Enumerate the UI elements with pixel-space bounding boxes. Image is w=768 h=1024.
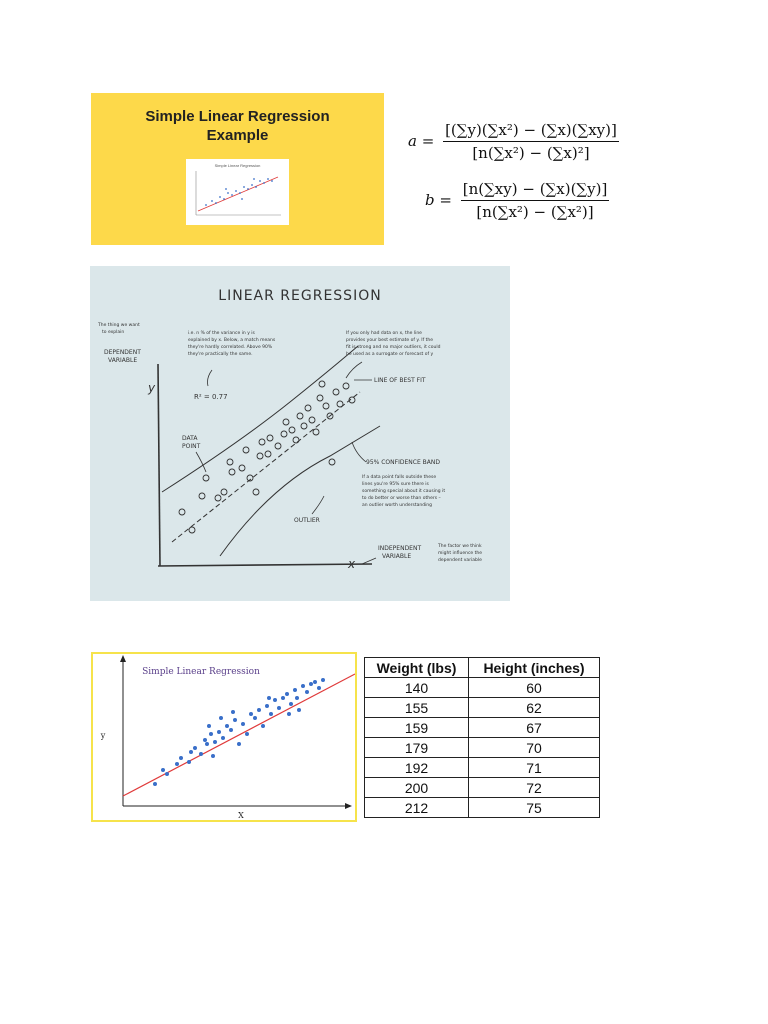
sketch-data-point — [199, 493, 205, 499]
thumbnail-points — [205, 178, 273, 206]
regression-point — [285, 692, 289, 696]
example-card-title-line-2: Example — [206, 127, 269, 144]
regression-point — [175, 762, 179, 766]
regression-point — [209, 732, 213, 736]
sketch-y-label: y — [148, 381, 156, 395]
y-axis-arrow-icon — [120, 655, 126, 662]
sketch-data-point — [243, 447, 249, 453]
thumbnail-plot — [186, 159, 289, 225]
sketch-data-point — [301, 423, 307, 429]
regression-point — [309, 682, 313, 686]
regression-y-label: y — [100, 731, 106, 740]
height-cell: 67 — [469, 718, 600, 738]
example-card-title — [91, 107, 384, 145]
sketch-y-axis — [158, 364, 160, 566]
regression-point — [207, 724, 211, 728]
sketch-data-point — [265, 451, 271, 457]
weight-cell: 155 — [365, 698, 469, 718]
regression-plot — [93, 654, 355, 820]
regression-point — [313, 680, 317, 684]
sketch-data-point — [329, 459, 335, 465]
regression-point — [165, 772, 169, 776]
regression-point — [199, 752, 203, 756]
regression-point — [187, 760, 191, 764]
sketch-data-point — [317, 395, 323, 401]
variance-note-line-1: i.e. n % of the variance in y is — [188, 331, 255, 336]
outside-note-line-1: If a data point falls outside these — [362, 475, 437, 480]
header-height: Height (inches) — [469, 658, 600, 678]
sketch-data-point — [281, 431, 287, 437]
sketch-x-label: x — [348, 557, 356, 571]
formula-b — [425, 180, 609, 221]
regression-point — [281, 696, 285, 700]
independent-note-line-3: dependent variable — [438, 558, 482, 563]
fit-note-line-1: If you only had data on x, the line — [346, 331, 422, 336]
outlier-label: OUTLIER — [294, 517, 320, 524]
weight-cell: 212 — [365, 798, 469, 818]
regression-point — [265, 704, 269, 708]
weight-cell: 200 — [365, 778, 469, 798]
regression-point — [257, 708, 261, 712]
sketch-x-axis — [158, 564, 372, 566]
regression-point — [237, 742, 241, 746]
table-header-row — [365, 658, 600, 678]
x-axis-arrow-icon — [345, 803, 352, 809]
regression-point — [219, 716, 223, 720]
data-point-label-line-2: POINT — [182, 443, 201, 450]
sketch-data-point — [283, 419, 289, 425]
sketch-data-point — [313, 429, 319, 435]
table-row — [365, 778, 600, 798]
sketch-data-point — [293, 437, 299, 443]
sketch-data-point — [203, 475, 209, 481]
sketch-data-point — [189, 527, 195, 533]
formula-b-fraction — [461, 180, 610, 221]
regression-point — [321, 678, 325, 682]
independent-label-line-2: VARIABLE — [382, 553, 412, 560]
height-cell: 70 — [469, 738, 600, 758]
sketch-data-point — [215, 495, 221, 501]
outside-note-line-2: lines you're 95% sure there is — [362, 482, 429, 487]
independent-note-line-2: might influence the — [438, 551, 483, 556]
regression-chart-title: Simple Linear Regression — [142, 667, 260, 677]
formula-b-denominator: [n(∑x²) − (∑x²)] — [476, 203, 594, 221]
formula-a-fraction — [443, 121, 619, 162]
variance-note-line-3: they're hardly correlated. Above 90% — [188, 345, 273, 350]
weight-height-table — [364, 657, 600, 818]
regression-point — [241, 722, 245, 726]
sketch-data-point — [337, 401, 343, 407]
regression-point — [289, 702, 293, 706]
height-cell: 62 — [469, 698, 600, 718]
dependent-note-line-1: The thing we want — [98, 323, 140, 328]
regression-point — [287, 712, 291, 716]
regression-point — [273, 698, 277, 702]
regression-point — [205, 742, 209, 746]
regression-point — [295, 696, 299, 700]
sketch-title: LINEAR REGRESSION — [218, 288, 382, 304]
height-cell: 72 — [469, 778, 600, 798]
sketch-data-point — [259, 439, 265, 445]
data-point-label-line-1: DATA — [182, 435, 198, 442]
regression-point — [225, 724, 229, 728]
sketch-data-point — [305, 405, 311, 411]
variance-arrow — [208, 370, 213, 386]
independent-arrow — [362, 558, 376, 564]
regression-point — [277, 706, 281, 710]
dependent-note-line-2: to explain — [102, 330, 125, 335]
example-card-title-line-1: Simple Linear Regression — [145, 108, 330, 125]
sketch-data-point — [319, 381, 325, 387]
sketch-data-point — [257, 453, 263, 459]
dependent-label-line-1: DEPENDENT — [104, 349, 141, 356]
sketch-data-point — [227, 459, 233, 465]
fit-arrow — [346, 362, 362, 378]
regression-point — [213, 740, 217, 744]
simple-regression-chart — [91, 652, 357, 822]
regression-point — [301, 684, 305, 688]
variance-note-line-4: they're practically the same. — [188, 352, 253, 357]
independent-label-line-1: INDEPENDENT — [378, 545, 422, 552]
formula-b-numerator: [n(∑xy) − (∑x)(∑y)] — [461, 180, 610, 201]
dependent-label-line-2: VARIABLE — [108, 357, 138, 364]
sketch-data-point — [239, 465, 245, 471]
regression-point — [217, 730, 221, 734]
table-row — [365, 758, 600, 778]
outside-note-line-5: an outlier worth understanding — [362, 503, 433, 508]
example-thumbnail-chart — [186, 159, 289, 225]
fit-note-line-3: fit is strong and no major outliers, it could — [346, 345, 441, 350]
formula-a-numerator: [(∑y)(∑x²) − (∑x)(∑xy)] — [443, 121, 619, 142]
regression-point — [269, 712, 273, 716]
line-of-best-fit-label: LINE OF BEST FIT — [374, 377, 426, 384]
regression-point — [211, 754, 215, 758]
formula-a — [408, 121, 619, 162]
weight-cell: 179 — [365, 738, 469, 758]
sketch-data-point — [179, 509, 185, 515]
linear-regression-sketch — [90, 266, 510, 601]
table-row — [365, 698, 600, 718]
regression-point — [249, 712, 253, 716]
sketch-data-point — [297, 413, 303, 419]
regression-points — [153, 678, 325, 786]
sketch-data-point — [323, 403, 329, 409]
thumbnail-trend-line — [198, 177, 278, 211]
regression-point — [229, 728, 233, 732]
regression-point — [293, 688, 297, 692]
regression-line — [123, 674, 355, 796]
independent-note-line-1: The factor we think — [438, 544, 482, 549]
regression-point — [245, 732, 249, 736]
outside-note-line-3: something special about it causing it — [362, 489, 446, 494]
sketch-canvas — [90, 266, 510, 601]
confidence-band-label: 95% CONFIDENCE BAND — [366, 459, 440, 466]
sketch-data-point — [309, 417, 315, 423]
regression-point — [261, 724, 265, 728]
sketch-data-point — [229, 469, 235, 475]
regression-point — [189, 750, 193, 754]
regression-point — [221, 736, 225, 740]
regression-point — [153, 782, 157, 786]
sketch-data-point — [221, 489, 227, 495]
weight-cell: 159 — [365, 718, 469, 738]
table-row — [365, 798, 600, 818]
sketch-data-point — [343, 383, 349, 389]
regression-x-label: X — [238, 811, 244, 820]
regression-point — [233, 718, 237, 722]
sketch-data-point — [253, 489, 259, 495]
outside-note-line-4: to do better or worse than others – — [362, 496, 441, 501]
sketch-data-point — [275, 443, 281, 449]
height-cell: 71 — [469, 758, 600, 778]
sketch-data-point — [267, 435, 273, 441]
regression-point — [193, 746, 197, 750]
table-row — [365, 718, 600, 738]
regression-point — [203, 738, 207, 742]
sketch-data-point — [333, 389, 339, 395]
weight-cell: 140 — [365, 678, 469, 698]
variance-note-line-2: explained by x. Below, a match means — [188, 338, 276, 343]
lower-confidence-band — [220, 426, 380, 556]
regression-point — [267, 696, 271, 700]
regression-point — [297, 708, 301, 712]
formula-a-denominator: [n(∑x²) − (∑x)²] — [472, 144, 590, 162]
fit-note-line-2: provides your best estimate of y. If the — [346, 338, 433, 343]
header-weight: Weight (lbs) — [365, 658, 469, 678]
regression-point — [231, 710, 235, 714]
r-squared: R² = 0.77 — [194, 393, 228, 401]
regression-point — [179, 756, 183, 760]
table-row — [365, 678, 600, 698]
regression-point — [161, 768, 165, 772]
weight-cell: 192 — [365, 758, 469, 778]
regression-point — [253, 716, 257, 720]
formula-a-lhs: a = — [408, 131, 435, 150]
formula-b-lhs: b = — [425, 190, 452, 209]
example-card — [91, 93, 384, 245]
outlier-arrow — [312, 496, 324, 514]
table-row — [365, 738, 600, 758]
thumbnail-title: Simple Linear Regression — [214, 163, 261, 168]
height-cell: 75 — [469, 798, 600, 818]
confidence-band-arrow — [352, 442, 366, 462]
sketch-data-point — [289, 427, 295, 433]
regression-point — [317, 686, 321, 690]
fit-note-line-4: be used as a surrogate or forecast of y — [346, 352, 434, 357]
regression-point — [305, 690, 309, 694]
height-cell: 60 — [469, 678, 600, 698]
